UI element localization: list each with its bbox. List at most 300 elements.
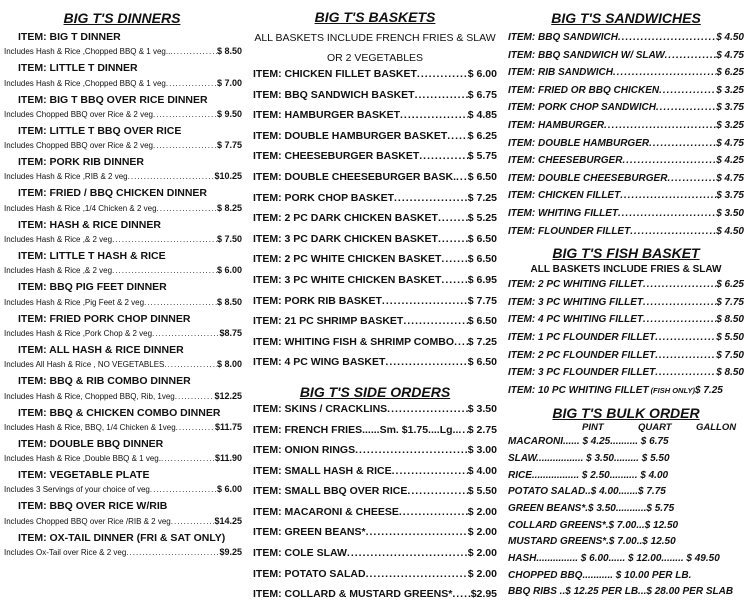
menu-item-row <box>508 279 744 297</box>
item-price: $ 3.00 <box>467 444 497 457</box>
leader-dots <box>403 315 467 327</box>
leader-dots <box>665 50 717 61</box>
leader-dots <box>153 141 217 150</box>
item-price: $ 8.50 <box>716 367 744 379</box>
bulk-item-row <box>508 536 744 553</box>
dinner-price: $11.90 <box>214 453 242 464</box>
item-name: ITEM: GREEN BEANS* <box>253 526 366 539</box>
baskets-list <box>253 68 497 377</box>
menu-item-row <box>253 192 497 213</box>
leader-dots <box>126 548 219 557</box>
item-price: $ 7.25 <box>467 335 497 348</box>
item-price: $ 2.00 <box>467 567 497 580</box>
dinner-desc-row <box>2 516 242 532</box>
leader-dots <box>656 102 716 113</box>
dinner-desc-row <box>2 297 242 313</box>
item-name: ITEM: 2 PC FLOUNDER FILLET <box>508 349 656 361</box>
menu-item-row <box>508 208 744 226</box>
dinner-desc-row <box>2 140 242 156</box>
item-price: $ 7.50 <box>716 349 744 361</box>
item-price: $ 3.50 <box>716 207 744 219</box>
item-name: ITEM: WHITING FILLET <box>508 207 618 219</box>
leader-dots <box>655 332 716 343</box>
item-name: ITEM: HAMBURGER <box>508 119 605 131</box>
dinner-desc: Includes Chopped BBQ over Rice & 2 veg <box>4 109 153 119</box>
dinner-name: ITEM: PORK RIB DINNER <box>18 156 144 169</box>
dinner-desc: Includes Hash & Rice ,Chopped BBQ & 1 veg <box>4 78 166 88</box>
leader-dots <box>613 67 716 78</box>
menu-item-row <box>253 424 497 445</box>
bulk-item-row <box>508 570 744 587</box>
item-name: ITEM: CHICKEN FILLET BASKET <box>253 68 417 80</box>
item-price: $ 7.75 <box>716 296 744 308</box>
leader-dots <box>153 110 217 119</box>
bulk-item-text: GREEN BEANS*.$ 3.50...........$ 5.75 <box>508 503 675 515</box>
leader-dots <box>112 266 217 275</box>
menu-item-row <box>508 155 744 173</box>
leader-dots <box>417 68 468 80</box>
item-price: $ 6.75 <box>467 88 497 101</box>
item-name: ITEM: 4 PC WHITING FILLET <box>508 314 643 326</box>
dinner-desc-row <box>2 171 242 187</box>
dinner-price: $14.25 <box>214 515 242 526</box>
baskets-note-2: OR 2 VEGETABLES <box>326 52 424 64</box>
item-price: $ 4.75 <box>716 49 744 61</box>
dinner-desc: Includes Chopped BBQ over Rice & 2 veg <box>4 141 153 151</box>
dinner-desc-row <box>2 203 242 219</box>
leader-dots <box>128 172 215 181</box>
item-name: ITEM: SKINS / CRACKLINS <box>253 402 388 415</box>
leader-dots <box>456 171 468 183</box>
item-name: ITEM: POTATO SALAD <box>253 567 366 580</box>
menu-item-row <box>508 67 744 85</box>
dinner-desc: Includes Hash & Rice, BBQ, 1/4 Chicken & 1veg <box>4 422 176 432</box>
item-name: ITEM: 3 PC DARK CHICKEN BASKET <box>253 232 438 245</box>
leader-dots <box>157 204 217 213</box>
dinner-name: ITEM: LITTLE T BBQ OVER RICE <box>18 124 182 137</box>
leader-dots <box>150 485 217 494</box>
dinner-name: ITEM: BBQ OVER RICE W/RIB <box>18 500 168 513</box>
dinner-price: $9.25 <box>219 547 242 558</box>
menu-item-row <box>253 568 497 589</box>
item-price: $ 4.85 <box>467 109 497 122</box>
item-price: $ 5.50 <box>716 331 744 343</box>
dinner-name: ITEM: FRIED PORK CHOP DINNER <box>18 312 191 325</box>
item-price: $ 2.75 <box>467 423 497 436</box>
bulk-order-list <box>508 436 744 603</box>
dinner-name: ITEM: FRIED / BBQ CHICKEN DINNER <box>18 187 207 200</box>
baskets-note-1: ALL BASKETS INCLUDE FRENCH FRIES & SLAW <box>254 32 496 44</box>
dinner-price: $ 8.50 <box>216 296 242 307</box>
leader-dots <box>394 192 468 204</box>
dinner-desc-row <box>2 78 242 94</box>
item-price: $ 6.25 <box>467 129 497 142</box>
leader-dots <box>392 465 468 477</box>
item-price: $ 7.25 <box>467 191 497 204</box>
bulk-item-text: MUSTARD GREENS*.$ 7.00..$ 12.50 <box>508 536 676 548</box>
leader-dots <box>366 526 468 538</box>
item-name: ITEM: SMALL HASH & RICE <box>253 464 392 477</box>
sandwiches-list <box>508 32 744 243</box>
leader-dots <box>618 32 716 43</box>
item-name: ITEM: DOUBLE HAMBURGER BASKET <box>253 129 448 142</box>
item-price: $ 6.25 <box>716 279 744 291</box>
dinner-price: $ 8.25 <box>216 202 242 213</box>
item-price: $ 4.50 <box>716 32 744 43</box>
menu-item-row <box>253 295 497 316</box>
menu-item-row <box>508 85 744 103</box>
menu-item-row <box>253 171 497 192</box>
item-name: ITEM: CHICKEN FILLET <box>508 190 621 202</box>
dinner-desc-row <box>2 484 242 500</box>
item-price: $ 4.75 <box>716 137 744 149</box>
item-name: ITEM: 10 PC WHITING FILLET <box>508 384 649 396</box>
item-name: ITEM: 2 PC WHITING FILLET <box>508 279 643 291</box>
dinner-desc-row <box>2 547 242 563</box>
bulk-order-title: BIG T'S BULK ORDER <box>552 405 700 422</box>
dinner-desc-row <box>2 453 242 469</box>
dinner-name: ITEM: ALL HASH & RICE DINNER <box>18 343 184 356</box>
item-name: ITEM: WHITING FISH & SHRIMP COMBO <box>253 335 455 348</box>
item-price: $ 2.00 <box>467 526 497 539</box>
item-name: ITEM: FRIED OR BBQ CHICKEN <box>508 84 660 96</box>
dinners-title: BIG T'S DINNERS <box>63 10 181 26</box>
item-price: $ 3.75 <box>716 190 744 202</box>
dinner-desc: Includes Hash & Rice ,& 2 veg <box>4 235 113 245</box>
item-note: (FISH ONLY) <box>650 385 696 395</box>
menu-item-row <box>508 297 744 315</box>
dinner-price: $ 9.50 <box>216 108 242 119</box>
dinner-desc-row <box>2 109 242 125</box>
item-name: ITEM: PORK CHOP SANDWICH <box>508 102 656 114</box>
item-name: ITEM: SMALL BBQ OVER RICE <box>253 485 408 498</box>
item-price: $ 4.50 <box>716 225 744 237</box>
item-price: $ 4.75 <box>716 172 744 184</box>
dinner-desc: Includes All Hash & Rice , NO VEGETABLES <box>4 360 165 370</box>
leader-dots <box>452 588 470 600</box>
menu-item-row <box>508 190 744 208</box>
bulk-item-text: HASH............... $ 6.00...... $ 12.00........ $ 49.50 <box>508 553 720 565</box>
item-name: ITEM: RIB SANDWICH <box>508 67 613 79</box>
leader-dots <box>171 517 215 526</box>
dinner-name: ITEM: DOUBLE BBQ DINNER <box>18 437 164 450</box>
leader-dots <box>643 314 716 325</box>
dinner-desc: Includes Hash & Rice ,& 2 veg <box>4 266 113 276</box>
dinner-price: $11.75 <box>214 421 242 432</box>
item-price: $ 6.50 <box>467 170 497 183</box>
bulk-item-text: COLLARD GREENS*.$ 7.00...$ 12.50 <box>508 519 679 531</box>
dinner-name: ITEM: LITTLE T DINNER <box>18 62 138 75</box>
item-price: $ 4.25 <box>716 155 744 167</box>
item-price: $ 2.00 <box>467 547 497 560</box>
bulk-item-text: CHOPPED BBQ........... $ 10.00 PER LB. <box>508 569 692 581</box>
item-price: $2.95 <box>470 588 497 601</box>
item-name: ITEM: FRENCH FRIES......Sm. $1.75....Lg.. <box>253 423 459 436</box>
leader-dots <box>400 109 468 121</box>
bulk-item-text: MACARONI...... $ 4.25.......... $ 6.75 <box>508 436 669 448</box>
menu-item-row <box>253 89 497 110</box>
bulk-item-row <box>508 503 744 520</box>
item-name: ITEM: PORK RIB BASKET <box>253 294 382 307</box>
menu-item-row <box>508 350 744 368</box>
leader-dots <box>399 506 468 518</box>
dinners-column <box>2 6 242 563</box>
item-name: ITEM: CHEESEBURGER BASKET <box>253 150 420 163</box>
bulk-order-headers <box>508 422 744 436</box>
dinner-price: $ 7.00 <box>216 77 242 88</box>
menu-item-row <box>508 385 744 403</box>
item-price: $ 6.50 <box>467 315 497 328</box>
leader-dots <box>447 130 468 142</box>
bulk-item-row <box>508 486 744 503</box>
dinner-name: ITEM: LITTLE T HASH & RICE <box>18 250 166 263</box>
leader-dots <box>655 350 716 361</box>
dinner-desc-row <box>2 359 242 375</box>
dinner-desc: Includes Chopped BBQ over Rice /RIB & 2 veg <box>4 516 171 526</box>
bulk-item-text: POTATO SALAD..$ 4.00.......$ 7.75 <box>508 486 666 498</box>
menu-item-row <box>253 150 497 171</box>
leader-dots <box>441 274 467 286</box>
dinner-name: ITEM: BBQ PIG FEET DINNER <box>18 281 167 294</box>
leader-dots <box>643 279 716 290</box>
menu-item-row <box>253 233 497 254</box>
dinner-desc-row <box>2 234 242 250</box>
item-name: ITEM: COLE SLAW <box>253 547 347 560</box>
menu-item-row <box>253 212 497 233</box>
dinner-price: $ 7.75 <box>216 140 242 151</box>
menu-item-row <box>253 253 497 274</box>
dinner-desc-row <box>2 422 242 438</box>
dinner-desc: Includes Ox-Tail over Rice & 2 veg <box>4 548 127 558</box>
dinner-desc: Includes Hash & Rice ,Pork Chop & 2 veg <box>4 328 153 338</box>
dinner-desc: Includes Hash & Rice, Chopped BBQ, Rib, 1veg <box>4 391 175 401</box>
item-name: ITEM: 1 PC FLOUNDER FILLET <box>508 331 656 343</box>
menu-item-row <box>508 367 744 385</box>
fish-basket-list <box>508 279 744 402</box>
item-price: $ 5.75 <box>467 150 497 163</box>
leader-dots <box>441 253 467 265</box>
dinner-price: $ 6.00 <box>216 484 242 495</box>
menu-item-row <box>253 506 497 527</box>
dinner-desc: Includes Hash & Rice ,Pig Feet & 2 veg <box>4 297 145 307</box>
bulk-item-row <box>508 470 744 487</box>
item-name: ITEM: HAMBURGER BASKET <box>253 109 400 122</box>
dinner-name: ITEM: BIG T BBQ OVER RICE DINNER <box>18 93 208 106</box>
leader-dots <box>385 356 467 368</box>
menu-item-row <box>253 336 497 357</box>
dinner-price: $ 7.50 <box>216 234 242 245</box>
item-price: $ 3.25 <box>716 84 744 96</box>
leader-dots <box>387 403 468 415</box>
dinner-price: $ 8.00 <box>216 359 242 370</box>
dinner-price: $12.25 <box>214 390 242 401</box>
dinner-desc: Includes Hash & Rice ,Chopped BBQ & 1 veg.. <box>4 47 171 57</box>
dinner-name: ITEM: BBQ & CHICKEN COMBO DINNER <box>18 406 221 419</box>
baskets-title: BIG T'S BASKETS <box>314 9 436 25</box>
dinners-list <box>2 31 242 563</box>
leader-dots <box>161 454 215 463</box>
leader-dots <box>438 233 468 245</box>
menu-item-row <box>508 32 744 50</box>
menu-item-row <box>508 102 744 120</box>
item-price: $ 4.00 <box>467 464 497 477</box>
dinner-desc-row <box>2 328 242 344</box>
dinner-desc-row <box>2 391 242 407</box>
leader-dots <box>144 298 217 307</box>
leader-dots <box>366 568 468 580</box>
item-name: ITEM: DOUBLE HAMBURGER <box>508 137 650 149</box>
leader-dots <box>649 138 716 149</box>
menu-item-row <box>508 50 744 68</box>
item-price: $ 6.95 <box>467 273 497 286</box>
menu-item-row <box>253 356 497 377</box>
menu-item-row <box>253 109 497 130</box>
bulk-item-row <box>508 553 744 570</box>
item-price: $ 2.00 <box>467 505 497 518</box>
baskets-column <box>253 6 497 609</box>
item-price: $ 6.50 <box>467 232 497 245</box>
leader-dots <box>407 485 467 497</box>
bulk-item-row <box>508 520 744 537</box>
item-name: ITEM: BBQ SANDWICH W/ SLAW <box>508 49 665 61</box>
item-name: ITEM: DOUBLE CHEESEBURGER <box>508 172 668 184</box>
item-price: $ 3.50 <box>467 402 497 415</box>
bulk-item-text: SLAW................. $ 3.50......... $ 5.50 <box>508 452 670 464</box>
item-price: $ 8.50 <box>716 314 744 326</box>
item-price: $ 6.25 <box>716 67 744 79</box>
dinner-desc: Includes Hash & Rice ,RIB & 2 veg <box>4 172 128 182</box>
dinner-name: ITEM: VEGETABLE PLATE <box>18 469 150 482</box>
side-orders-list <box>253 403 497 609</box>
leader-dots <box>164 360 217 369</box>
menu-item-row <box>508 314 744 332</box>
menu-item-row <box>253 68 497 89</box>
bulk-item-row <box>508 436 744 453</box>
item-name: ITEM: 3 PC FLOUNDER FILLET <box>508 367 656 379</box>
bulk-item-text: RICE................. $ 2.50.......... $ 4.00 <box>508 469 669 481</box>
menu-item-row <box>508 138 744 156</box>
menu-item-row <box>253 315 497 336</box>
item-price: $ 3.75 <box>716 102 744 114</box>
leader-dots <box>152 329 219 338</box>
menu-item-row <box>253 465 497 486</box>
bulk-header-gallon: GALLON <box>696 422 737 434</box>
sandwiches-column <box>508 6 744 603</box>
menu-item-row <box>253 526 497 547</box>
item-price: $ 3.25 <box>716 119 744 131</box>
item-price: $ 7.75 <box>467 294 497 307</box>
item-price: $ 7.25 <box>695 384 723 396</box>
dinner-name: ITEM: BBQ & RIB COMBO DINNER <box>18 375 191 388</box>
leader-dots <box>175 392 215 401</box>
leader-dots <box>630 226 716 237</box>
dinner-name: ITEM: HASH & RICE DINNER <box>18 218 161 231</box>
item-price: $ 5.50 <box>467 485 497 498</box>
item-name: ITEM: PORK CHOP BASKET <box>253 191 394 204</box>
sandwiches-title: BIG T'S SANDWICHES <box>551 10 701 26</box>
leader-dots <box>622 155 716 166</box>
menu-item-row <box>508 120 744 138</box>
dinner-price: $8.75 <box>219 327 242 338</box>
item-price: $ 5.25 <box>467 212 497 225</box>
item-name: ITEM: FLOUNDER FILLET <box>508 225 631 237</box>
item-price: $ 6.50 <box>467 253 497 266</box>
menu-item-row <box>253 274 497 295</box>
dinner-price: $ 8.50 <box>216 46 242 57</box>
dinner-price: $10.25 <box>214 171 242 182</box>
leader-dots <box>438 212 468 224</box>
dinner-desc: Includes Hash & Rice ,Double BBQ & 1 veg. <box>4 454 161 464</box>
leader-dots <box>176 423 215 432</box>
item-name: ITEM: MACARONI & CHEESE <box>253 505 399 518</box>
bulk-item-row <box>508 453 744 470</box>
fish-basket-title: BIG T'S FISH BASKET <box>552 245 700 262</box>
item-price: $ 6.50 <box>467 356 497 369</box>
leader-dots <box>604 120 716 131</box>
item-name: ITEM: 2 PC DARK CHICKEN BASKET <box>253 212 438 225</box>
item-name: ITEM: ONION RINGS <box>253 444 356 457</box>
leader-dots <box>454 336 468 348</box>
item-name: ITEM: 2 PC WHITE CHICKEN BASKET <box>253 253 442 266</box>
leader-dots <box>419 150 468 162</box>
item-name: ITEM: 4 PC WING BASKET <box>253 356 386 369</box>
leader-dots <box>112 235 217 244</box>
menu-item-row <box>508 226 744 244</box>
menu-item-row <box>253 403 497 424</box>
item-name: ITEM: BBQ SANDWICH <box>508 32 618 43</box>
side-orders-title: BIG T'S SIDE ORDERS <box>299 383 451 400</box>
dinner-desc: Includes Hash & Rice ,1/4 Chicken & 2 veg <box>4 203 157 213</box>
bulk-item-text: BBQ RIBS ..$ 12.25 PER LB...$ 28.00 PER SLAB <box>508 586 734 598</box>
leader-dots <box>643 297 716 308</box>
item-name: ITEM: DOUBLE CHEESEBURGER BASK. <box>253 170 457 183</box>
leader-dots <box>667 173 716 184</box>
menu-item-row <box>253 588 497 609</box>
leader-dots <box>659 85 716 96</box>
leader-dots <box>166 79 217 88</box>
item-name: ITEM: COLLARD & MUSTARD GREENS* <box>253 588 453 601</box>
leader-dots <box>382 295 468 307</box>
leader-dots <box>655 367 716 378</box>
item-name: ITEM: 3 PC WHITE CHICKEN BASKET <box>253 273 442 286</box>
leader-dots <box>415 89 468 101</box>
menu-item-row <box>253 547 497 568</box>
item-price: $ 6.00 <box>467 68 497 80</box>
fish-basket-note: ALL BASKETS INCLUDE FRIES & SLAW <box>530 264 722 276</box>
menu-item-row <box>253 444 497 465</box>
item-name: ITEM: 21 PC SHRIMP BASKET <box>253 315 404 328</box>
bulk-header-quart: QUART <box>638 422 672 434</box>
leader-dots <box>347 547 468 559</box>
leader-dots <box>618 208 716 219</box>
menu-item-row <box>508 332 744 350</box>
item-name: ITEM: BBQ SANDWICH BASKET <box>253 88 415 101</box>
dinner-desc: Includes 3 Servings of your choice of veg <box>4 485 150 495</box>
item-name: ITEM: 3 PC WHITING FILLET <box>508 296 643 308</box>
menu-item-row <box>508 173 744 191</box>
dinner-desc-row <box>2 265 242 281</box>
leader-dots <box>355 444 468 456</box>
dinner-price: $ 6.00 <box>216 265 242 276</box>
bulk-item-row <box>508 586 744 603</box>
leader-dots <box>458 424 467 436</box>
leader-dots <box>170 47 217 56</box>
menu-item-row <box>253 130 497 151</box>
dinner-name: ITEM: OX-TAIL DINNER (FRI & SAT ONLY) <box>18 531 226 544</box>
leader-dots <box>620 190 716 201</box>
menu-item-row <box>253 485 497 506</box>
dinner-desc-row <box>2 46 242 62</box>
